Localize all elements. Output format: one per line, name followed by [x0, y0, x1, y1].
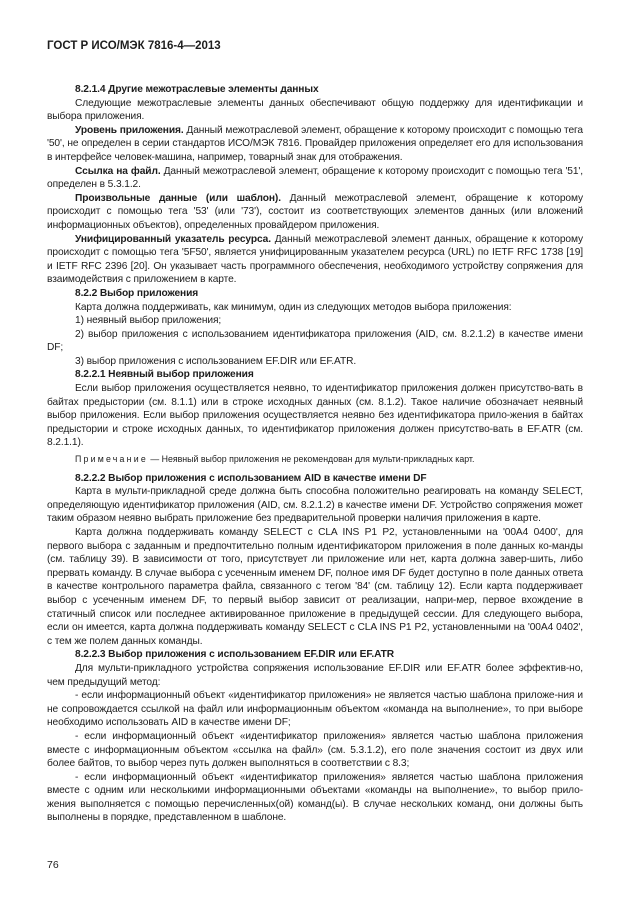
term: Уровень приложения.: [75, 124, 184, 136]
list-item: 1) неявный выбор приложения;: [75, 315, 222, 327]
section-heading-8-2-2-2: 8.2.2.2 Выбор приложения с использованием AID в качестве имени DF: [75, 472, 427, 484]
paragraph: Карта должна поддерживать команду SELECT с CLA INS P1 P2, установленными на '00A4 0400', для первого выбора с заданным и предпочтительно полным идентификатором приложения в поле данных ко-манды (см. таблицу 39). В зависимости от того, присутствует ли приложение или нет, карта должна завер-шить, либо прервать команду. В случае выбора с усеченным именем DF, полное имя DF будет доступно в поле данных ответа в качестве контрольного параметра файла, связанного с тегом '84' (см. таблицу 12). Если карта поддерживает выбор с усеченным именем DF, то первый выбор зависит от реализации, напри-мер, первое вхождение в статичный список или последнее активированное приложение в предыдущей сессии. Для следующего выбора, если он имеется, карта должна поддерживать команду SELECT с CLA INS P1 P2, установленными на '00A4 0402', с тем же полем данных команды.: [47, 527, 583, 647]
page-number: 76: [47, 859, 59, 871]
paragraph-arbitrary-data: [47, 192, 583, 233]
paragraph-url: [47, 233, 583, 287]
section-heading-8-2-1-4: 8.2.1.4 Другие межотраслевые элементы данных: [75, 84, 319, 95]
note-label: Примечание: [75, 454, 148, 465]
paragraph: Карта в мульти-прикладной среде должна быть способна положительно реагировать на команду SELECT, определяющую идентификатор приложения (AID, см. 8.2.1.2) в качестве имени DF. Устройство сопряжения может таким образом неявно выбрать приложение без предварительной проверки наличия приложения в карте.: [47, 486, 583, 525]
term: Ссылка на файл.: [75, 165, 161, 177]
list-item: - если информационный объект «идентификатор приложения» не является частью шаблона приложе-ния и не сопровождается ссылкой на файл или информационным объектом «команда на выполнение», то при выборе необходимо использовать AID в качестве имени DF;: [47, 690, 583, 729]
list-item: 2) выбор приложения с использованием идентификатора приложения (AID, см. 8.2.1.2) в качестве имени DF;: [47, 328, 583, 354]
note-text: — Неявный выбор приложения не рекомендован для мульти-прикладных карт.: [147, 454, 475, 465]
list-item: - если информационный объект «идентификатор приложения» является частью шаблона приложения вместе с информационным объектом «ссылка на файл» (см. 5.3.1.2), его поле значения состоит из двух или более байтов, то выбор через путь должен выполняться в соответствии с 8.3;: [47, 730, 583, 770]
definition: Данный межотраслевой элемент, обращение к которому происходит с помощью тега '51', определен в 5.3.1.2.: [47, 165, 583, 191]
definition: Данный межотраслевой элемент, обращение к которому происходит с помощью тега '50', не определен в серии стандартов ИСО/МЭК 7816. Провайдер приложения определяет его для использования в интерфейсе человек-машина, например, товарный знак для отображения.: [47, 124, 583, 163]
paragraph: Следующие межотраслевые элементы данных обеспечивают общую поддержку для идентификации и выбора приложения.: [47, 97, 583, 123]
paragraph: Для мульти-прикладного устройства сопряжения использование EF.DIR или EF.ATR более эффектив-но, чем предыдущий метод:: [47, 662, 583, 688]
list-item: - если информационный объект «идентификатор приложения» является частью шаблона приложения вместе с одним или несколькими информационными объектами «команды на выполнение», то выбор прило-жения выполняется с помощью перечисленных(ой) команд(ы). В случае нескольких команд, они должны быть выполнены в порядке, представленном в шаблоне.: [47, 771, 583, 824]
note: [47, 453, 583, 467]
paragraph: Если выбор приложения осуществляется неявно, то идентификатор приложения должен присутство-вать в байтах предыстории (см. 8.1.1) или в строке исходных данных (см. 8.1.2). Такое наличие обозначает неявный выбор приложения. Если выбор приложения осуществляется неявно без идентификатора прило-жения в байтах предыстории и строке исходных данных, то идентификатор приложения должен присутство-вать в EF.ATR (см. 8.2.1.1).: [47, 383, 583, 449]
term: Унифицированный указатель ресурса.: [75, 233, 271, 245]
section-heading-8-2-2: 8.2.2 Выбор приложения: [75, 287, 199, 299]
definition: Данный межотраслевой элемент, обращение к которому происходит с помощью тега '53' (или '73'), состоит из соответствующих элементов данных (или вложений информационных объектов), определенных провайдером приложения.: [47, 192, 584, 231]
list-item: 3) выбор приложения с использованием EF.DIR или EF.ATR.: [75, 355, 357, 367]
term: Произвольные данные (или шаблон).: [75, 192, 281, 204]
section-heading-8-2-2-3: 8.2.2.3 Выбор приложения с использованием EF.DIR или EF.ATR: [75, 649, 394, 661]
standard-header: ГОСТ Р ИСО/МЭК 7816-4—2013: [47, 40, 221, 52]
section-heading-8-2-2-1: 8.2.2.1 Неявный выбор приложения: [75, 369, 254, 381]
paragraph-file-ref: [47, 165, 583, 192]
definition: Данный межотраслевой элемент данных, обращение к которому происходит с помощью тега '5F50', является унифицированным указателем ресурса (URL) по IETF RFC 1738 [19] и IETF RFC 2396 [20]. Он указывает часть программного обеспечения, необходимого устройству сопряжения для взаимодействия с приложением в карте.: [47, 233, 583, 286]
document-body: [47, 83, 583, 825]
paragraph: Карта должна поддерживать, как минимум, один из следующих методов выбора приложения:: [75, 301, 512, 313]
paragraph-app-level: [47, 124, 583, 165]
